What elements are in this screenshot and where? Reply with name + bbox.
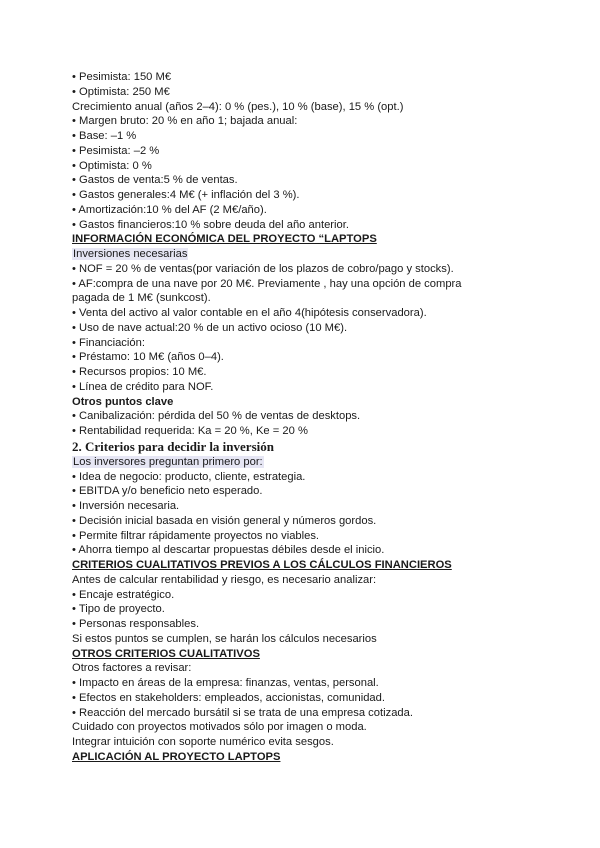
section-heading-other-criteria: OTROS CRITERIOS CUALITATIVOS	[72, 647, 260, 660]
bullet-impact-areas: • Impacto en áreas de la empresa: finanzas, ventas, personal.	[72, 677, 379, 689]
bullet-financing: • Financiación:	[72, 336, 145, 349]
bullet-cannibalization: • Canibalización: pérdida del 50 % de ventas de desktops.	[72, 410, 361, 423]
bullet-base: • Base: –1 %	[72, 130, 137, 142]
bullet-nof: • NOF = 20 % de ventas(por variación de los plazos de cobro/pago y stocks).	[72, 262, 454, 275]
bullet-asset-sale: • Venta del activo al valor contable en el año 4(hipótesis conservadora).	[72, 307, 427, 319]
bullet-strategic-fit: • Encaje estratégico.	[72, 588, 175, 601]
bullet-general-expenses: • Gastos generales:4 M€ (+ inflación del 3 %).	[72, 189, 300, 201]
annual-growth-text: Crecimiento anual (años 2–4): 0 % (pes.), 10 % (base), 15 % (opt.)	[72, 100, 404, 113]
other-factors-intro: Otros factores a revisar:	[72, 662, 192, 675]
bullet-pesimista: • Pesimista: –2 %	[72, 144, 160, 157]
bullet-initial-decision: • Decisión inicial basada en visión general y números gordos.	[72, 514, 377, 527]
af-continuation: pagada de 1 M€ (sunkcost).	[72, 292, 211, 305]
bullet-project-type: • Tipo de proyecto.	[72, 603, 165, 616]
bullet-current-facility: • Uso de nave actual:20 % de un activo ocioso (10 M€).	[72, 321, 348, 334]
bullet-ebitda: • EBITDA y/o beneficio neto esperado.	[72, 485, 263, 498]
bullet-af: • AF:compra de una nave por 20 M€. Previamente , hay una opción de compra	[72, 277, 462, 290]
bullet-business-idea: • Idea de negocio: producto, cliente, estrategia.	[72, 470, 306, 483]
bullet-market-reaction: • Reacción del mercado bursátil si se trata de una empresa cotizada.	[72, 706, 413, 719]
bullet-equity: • Recursos propios: 10 M€.	[72, 366, 207, 378]
bullet-save-time: • Ahorra tiempo al descartar propuestas débiles desde el inicio.	[72, 544, 385, 557]
bullet-investment: • Inversión necesaria.	[72, 500, 180, 512]
qualitative-intro: Antes de calcular rentabilidad y riesgo, es necesario analizar:	[72, 573, 377, 586]
section-heading-qualitative-criteria: CRITERIOS CUALITATIVOS PREVIOS A LOS CÁLCULOS FINANCIEROS	[72, 559, 452, 571]
section-heading-application: APLICACIÓN AL PROYECTO LAPTOPS	[72, 750, 281, 763]
bullet-optimista: • Optimista: 0 %	[72, 159, 152, 172]
section-heading-criteria: 2. Criterios para decidir la inversión	[72, 438, 274, 454]
bullet-filter-projects: • Permite filtrar rápidamente proyectos no viables.	[72, 529, 320, 542]
bullet-responsible-people: • Personas responsables.	[72, 618, 200, 630]
bullet-gross-margin: • Margen bruto: 20 % en año 1; bajada anual:	[72, 115, 298, 128]
warning-image-projects: Cuidado con proyectos motivados sólo por imagen o moda.	[72, 721, 367, 734]
intuition-note: Integrar intuición con soporte numérico evita sesgos.	[72, 736, 334, 748]
qualitative-conclusion: Si estos puntos se cumplen, se harán los cálculos necesarios	[72, 632, 377, 645]
highlighted-text: Los inversores preguntan primero por:	[73, 455, 263, 468]
document-body	[72, 70, 542, 765]
subheading-investors-ask	[72, 455, 542, 470]
highlighted-text: Inversiones necesarias	[73, 248, 188, 260]
bullet-pesimista-sales: • Pesimista: 150 M€	[72, 71, 172, 83]
bullet-required-return: • Rentabilidad requerida: Ka = 20 %, Ke = 20 %	[72, 425, 308, 437]
section-heading-economic-info: INFORMACIÓN ECONÓMICA DEL PROYECTO “LAPTOPS	[72, 233, 377, 246]
bullet-loan: • Préstamo: 10 M€ (años 0–4).	[72, 351, 224, 364]
subheading-key-points: Otros puntos clave	[72, 395, 174, 408]
bullet-financial-expenses: • Gastos financieros:10 % sobre deuda del año anterior.	[72, 218, 349, 231]
bullet-stakeholders: • Efectos en stakeholders: empleados, accionistas, comunidad.	[72, 691, 385, 704]
subheading-investments	[72, 247, 542, 262]
bullet-credit-line: • Línea de crédito para NOF.	[72, 380, 214, 393]
bullet-optimista-sales: • Optimista: 250 M€	[72, 85, 170, 98]
bullet-amortization: • Amortización:10 % del AF (2 M€/año).	[72, 203, 267, 216]
bullet-sales-expenses: • Gastos de venta:5 % de ventas.	[72, 174, 238, 187]
